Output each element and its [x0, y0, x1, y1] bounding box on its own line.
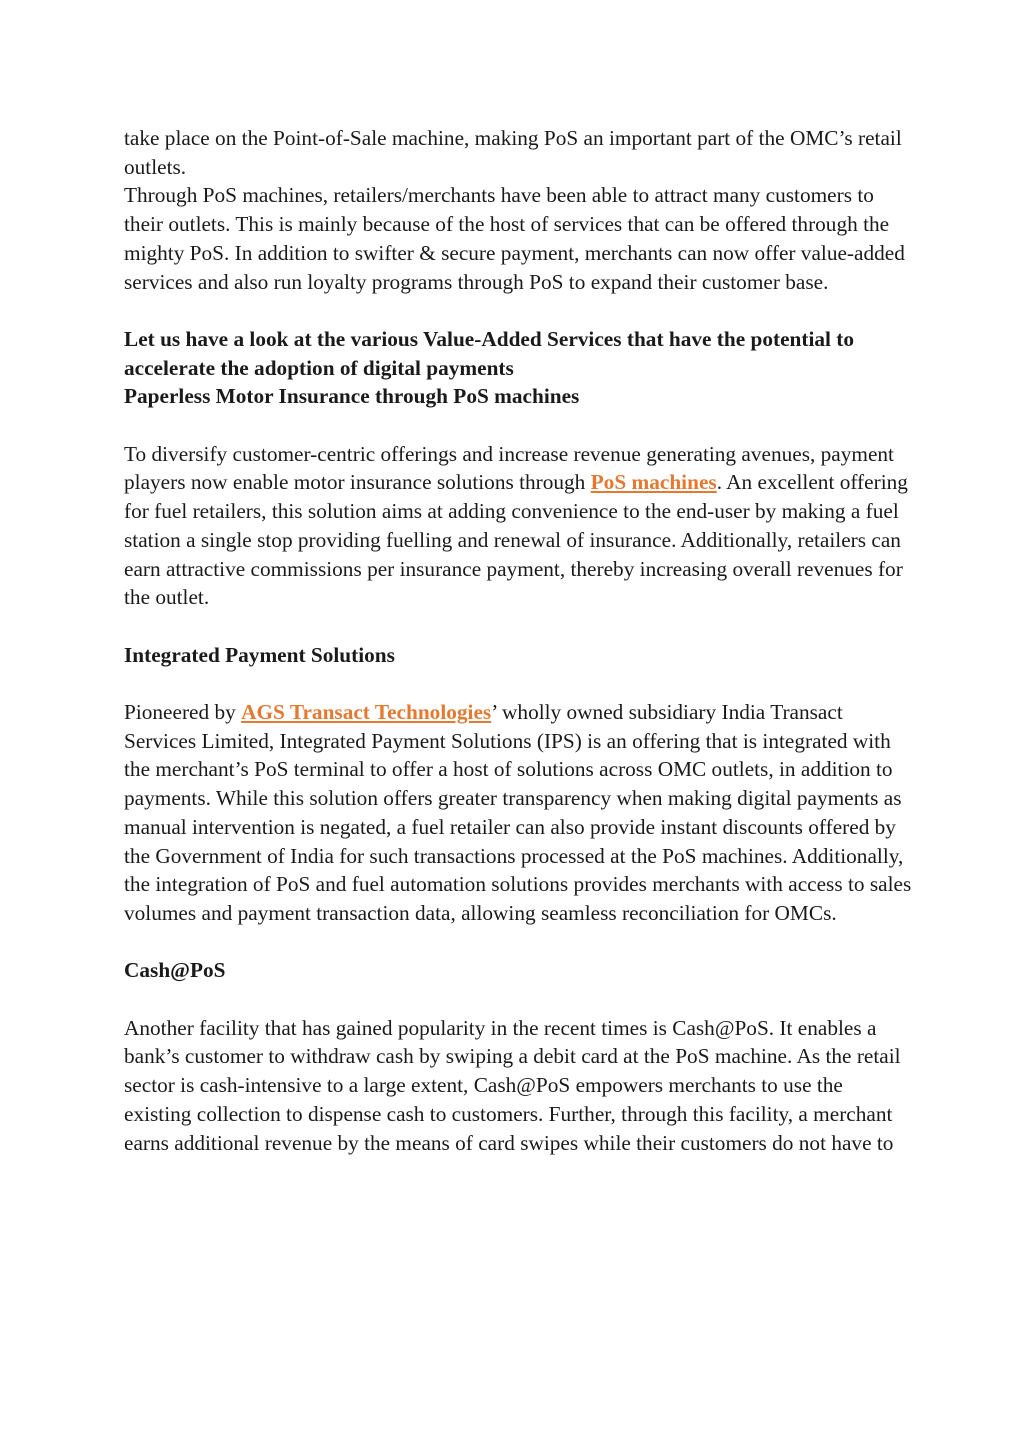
motor-insurance-heading: Paperless Motor Insurance through PoS machines	[124, 384, 580, 409]
cash-at-pos-heading: Cash@PoS	[124, 958, 226, 983]
intro-paragraph-1: take place on the Point-of-Sale machine, making PoS an important part of the OMC’s retail outlets.	[124, 126, 902, 179]
vas-heading: Let us have a look at the various Value-Added Services that have the potential to accelerate the adoption of digital payments	[124, 326, 855, 380]
motor-insurance-text-before: To diversify customer-centric offerings and increase revenue generating avenues, payment players now enable motor insurance solutions through	[124, 441, 894, 495]
motor-insurance-text-after: . An excellent offering for fuel retailers, this solution aims at adding convenience to the end-user by making a fuel station a single stop providing fuelling and renewal of insurance. Additionally, retailers can earn attractive commissions per insurance payment, thereby increasing overall revenues for the outlet.	[124, 470, 908, 610]
intro-paragraph-2: Through PoS machines, retailers/merchants have been able to attract many customers to their outlets. This is mainly because of the host of services that can be offered through the mighty PoS. In addition to swifter & secure payment, merchants can now offer value-added services and also run loyalty programs through PoS to expand their customer base.	[124, 183, 905, 294]
cash-at-pos-paragraph: Another facility that has gained popularity in the recent times is Cash@PoS. It enables a bank’s customer to withdraw cash by swiping a debit card at the PoS machine. As the retail sector is cash-intensive to a large extent, Cash@PoS empowers merchants to use the existing collection to dispense cash to customers. Further, through this facility, a merchant earns additional revenue by the means of card swipes while their customers do not have to	[124, 1015, 901, 1155]
document-page	[124, 124, 914, 1157]
ags-transact-link[interactable]: AGS Transact Technologies	[241, 700, 492, 724]
pos-machines-link[interactable]: PoS machines	[590, 470, 717, 495]
ips-heading: Integrated Payment Solutions	[124, 642, 395, 667]
motor-insurance-paragraph	[124, 440, 914, 612]
ips-text-before: Pioneered by	[124, 700, 242, 724]
ips-text-after: ’ wholly owned subsidiary India Transact Services Limited, Integrated Payment Solutions (IPS) is an offering that is integrated with the merchant’s PoS terminal to offer a host of solutions across OMC outlets, in addition to payments. While this solution offers greater transparency when making digital payments as manual intervention is negated, a fuel retailer can also provide instant discounts offered by the Government of India for such transactions processed at the PoS machines. Additionally, the integration of PoS and fuel automation solutions provides merchants with access to sales volumes and payment transaction data, allowing seamless reconciliation for OMCs.	[124, 700, 912, 925]
ips-paragraph	[124, 698, 914, 928]
